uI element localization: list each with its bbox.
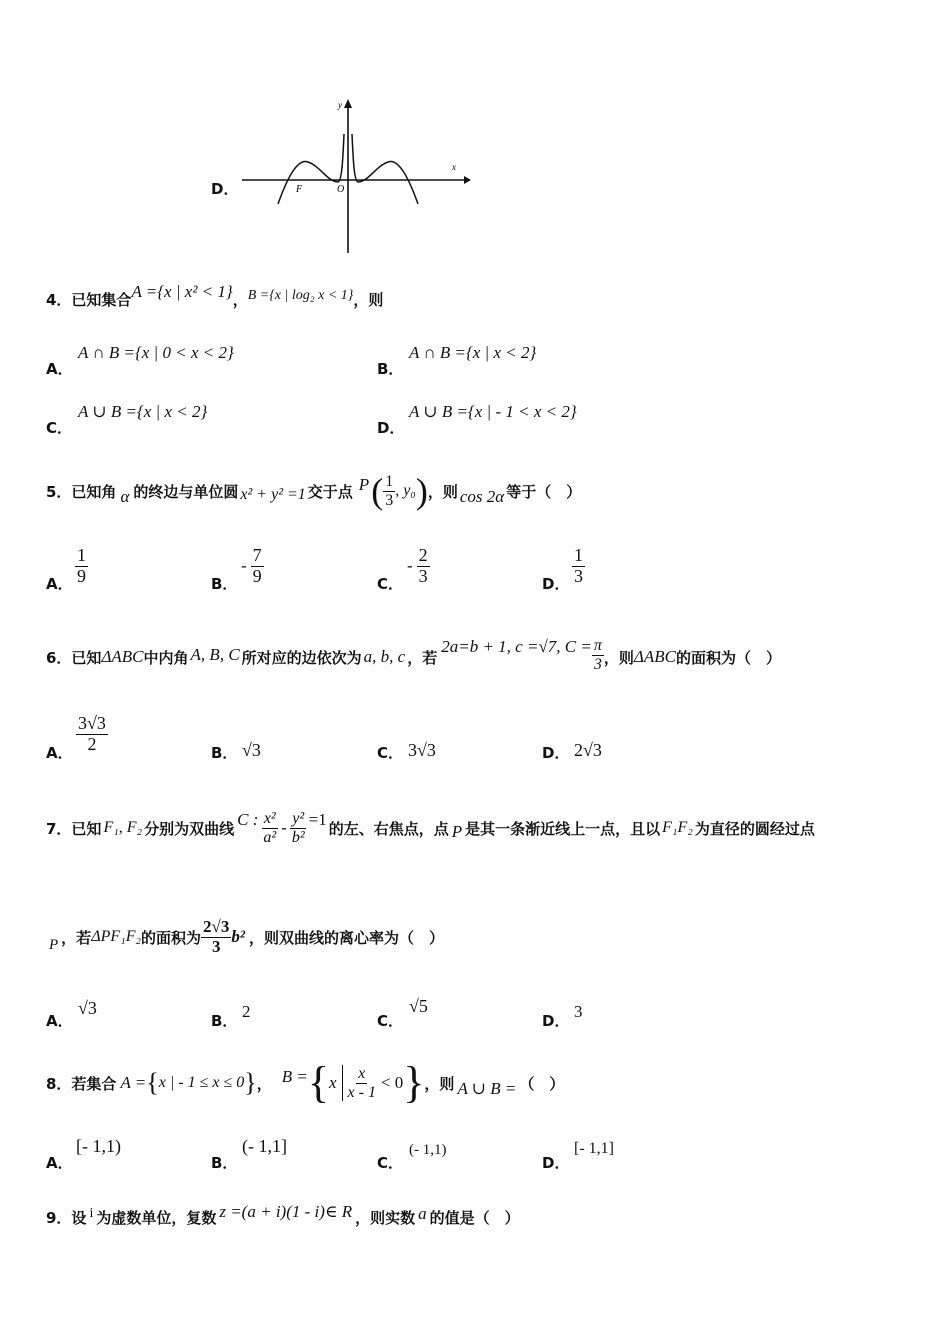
q8-option-c-text: (- 1,1) — [409, 1142, 447, 1158]
q4-set-b: B ={x | log₂ x < 1} — [247, 288, 354, 303]
q5-point-p: P — [358, 475, 370, 494]
q8-comma: ， — [256, 1074, 272, 1093]
q7-minus: - — [281, 818, 287, 837]
q6-option-d-text: 2√3 — [574, 740, 602, 760]
question-7-stem — [46, 800, 815, 856]
q5-text-5: 等于（ ） — [506, 482, 582, 501]
q5-alpha: α — [120, 487, 130, 506]
q7-a2: a² — [263, 828, 277, 846]
q4-suffix: ，则 — [353, 291, 384, 309]
q6-option-a-value — [76, 714, 108, 755]
q7-option-c-label: C． — [377, 1012, 404, 1030]
y-axis-label: y — [338, 100, 342, 110]
q7-text-5: 为直径的圆经过点 — [694, 819, 815, 838]
q5-a-den: 9 — [77, 565, 86, 586]
q7-text-3: 的左、右焦点，点 — [328, 819, 449, 838]
q8-set-b-fraction — [346, 1065, 378, 1101]
q7-line2-point: P — [49, 936, 59, 953]
q5-c-num: 2 — [418, 545, 428, 565]
q9-i: i — [89, 1206, 94, 1221]
q6-pi-den: 3 — [593, 655, 602, 673]
q8-set-b-label: B = — [281, 1067, 308, 1086]
origin-label: O — [337, 184, 345, 195]
q6-option-c-text: 3√3 — [408, 740, 436, 760]
q4-option-b-text: A ∩ B ={x | x < 2} — [409, 343, 537, 362]
q4-option-c-text: A ∪ B ={x | x < 2} — [78, 402, 208, 421]
q4-option-d-text: A ∪ B ={x | - 1 < x < 2} — [409, 402, 577, 421]
q5-option-a-value — [75, 546, 88, 587]
q8-b-num: x — [358, 1064, 366, 1082]
q5-point-fraction — [383, 473, 395, 509]
q5-text-4: ，则 — [427, 482, 458, 501]
q8-option-d-label: D． — [542, 1154, 570, 1172]
q8-brace-left: { — [146, 1068, 159, 1097]
q6-a-num: 3√3 — [78, 713, 106, 733]
q8-text-3: （ ） — [519, 1074, 565, 1093]
q5-a-num: 1 — [77, 545, 86, 565]
q5-circle-eq: x² + y² =1 — [240, 486, 306, 503]
q5-option-d-value — [572, 546, 585, 587]
q5-option-b-sign: - — [241, 556, 247, 576]
q5-frac-den: 3 — [385, 491, 394, 509]
q7-text-4: 是其一条渐近线上一点，且以 — [465, 819, 661, 838]
q7-b2: b² — [291, 828, 305, 846]
q7-area-b2: b² — [231, 927, 245, 946]
q8-divider — [342, 1065, 343, 1101]
q7-option-d-text: 3 — [574, 1002, 583, 1021]
q6-option-a-label: A． — [46, 744, 73, 762]
q6-a-den: 2 — [87, 733, 97, 754]
q3-function-graph — [236, 96, 471, 258]
q7-point-p: P — [451, 822, 463, 841]
q8-text-1: 8．若集合 — [46, 1074, 117, 1093]
q3-option-d-label: D． — [211, 180, 239, 198]
q6-option-a-fraction — [76, 714, 108, 755]
q8-brace-b-left: { — [307, 1058, 329, 1107]
q7-option-c-text: √5 — [409, 996, 428, 1016]
q6-text-4: ，若 — [407, 648, 438, 667]
q6-text-3: 所对应的边依次为 — [241, 648, 362, 667]
q4-option-c-label: C． — [46, 419, 73, 437]
question-7-line-2 — [46, 912, 444, 962]
q6-text-5: ，则 — [603, 648, 634, 667]
q8-brace-b-right: } — [403, 1058, 425, 1107]
question-8-stem — [46, 1056, 564, 1110]
q7-foci: F₁, F₂ — [103, 819, 143, 836]
q7-text-2: 分别为双曲线 — [144, 819, 235, 838]
q7-eq1: =1 — [308, 810, 327, 829]
q7-option-a-text: √3 — [78, 998, 97, 1018]
q6-triangle-2: ΔABC — [633, 647, 676, 666]
q6-text-2: 中内角 — [143, 648, 189, 667]
q7-option-b-label: B． — [211, 1012, 238, 1030]
q5-option-a-fraction — [75, 546, 88, 587]
q7-option-b-text: 2 — [242, 1002, 251, 1021]
q5-option-d-label: D． — [542, 575, 570, 593]
q9-text-4: 的值是（ ） — [429, 1208, 520, 1227]
q6-pi-num: π — [593, 636, 602, 654]
q8-lt-zero: < 0 — [380, 1073, 404, 1092]
q5-frac-num: 1 — [385, 472, 394, 490]
q8-set-a-body: x | - 1 ≤ x ≤ 0 — [158, 1074, 245, 1091]
q5-option-b-fraction — [251, 546, 264, 587]
q5-option-c-sign: - — [407, 556, 413, 576]
q6-option-b-text: √3 — [242, 740, 261, 760]
q5-text-2: 的终边与单位圆 — [133, 482, 239, 501]
q5-option-c-value — [407, 546, 430, 587]
q4-set-a: A ={x | x² < 1} — [131, 282, 233, 301]
q8-union: A ∪ B = — [457, 1079, 517, 1098]
q5-b-den: 9 — [252, 565, 262, 586]
q4-option-a-label: A． — [46, 360, 73, 378]
question-4-stem — [46, 282, 384, 314]
q9-text-3: ，则实数 — [355, 1208, 416, 1227]
q4-option-a-text: A ∩ B ={x | 0 < x < 2} — [78, 343, 234, 362]
q5-option-b-value — [241, 546, 264, 587]
point-f-label: F — [296, 184, 303, 195]
q5-text-3: 交于点 — [307, 482, 353, 501]
q5-option-d-fraction — [572, 546, 585, 587]
q7-area-num: 2√3 — [203, 916, 230, 936]
q4-option-d-label: D． — [377, 419, 405, 437]
q7-option-d-label: D． — [542, 1012, 570, 1030]
q4-prefix: 4．已知集合 — [46, 291, 132, 309]
q5-option-a-label: A． — [46, 575, 73, 593]
q5-option-c-label: C． — [377, 575, 404, 593]
q7-line2-triangle: ΔPF₁F₂ — [91, 928, 142, 945]
q4-option-b-label: B． — [377, 360, 404, 378]
q5-y0: , y₀ — [395, 482, 416, 499]
q9-text-2: 为虚数单位，复数 — [96, 1208, 217, 1227]
q8-option-d-text: [- 1,1] — [574, 1140, 614, 1157]
q6-angles: A, B, C — [190, 645, 240, 664]
q6-triangle: ΔABC — [101, 647, 144, 666]
q6-condition: 2a=b + 1, c =√7, C = — [441, 637, 592, 656]
q7-c-label: C : — [237, 810, 259, 829]
q6-text-6: 的面积为（ ） — [675, 648, 781, 667]
q8-set-b-x: x — [328, 1073, 337, 1092]
q8-option-b-text: (- 1,1] — [242, 1136, 287, 1156]
q5-paren-left: ( — [371, 471, 384, 511]
q7-option-a-label: A． — [46, 1012, 73, 1030]
q7-line2-text-3: ，则双曲线的离心率为（ ） — [249, 928, 445, 947]
q8-option-c-label: C． — [377, 1154, 404, 1172]
q7-y2: y² — [292, 809, 305, 827]
q7-segment: F₁F₂ — [662, 819, 693, 836]
q5-text-1: 5．已知角 — [46, 482, 117, 501]
q7-line2-text-2: 的面积为 — [141, 928, 202, 947]
q7-x2: x² — [263, 809, 276, 827]
q5-option-b-label: B． — [211, 575, 238, 593]
question-5-stem — [46, 466, 581, 516]
q7-area-fraction — [201, 918, 231, 956]
q6-sides: a, b, c — [363, 647, 406, 666]
q9-text-1: 9．设 — [46, 1208, 87, 1227]
q5-option-c-fraction — [417, 546, 430, 587]
q8-option-a-text: [- 1,1) — [76, 1136, 121, 1156]
x-axis-label: x — [452, 162, 456, 172]
q7-y-fraction — [290, 810, 307, 846]
q6-option-d-label: D． — [542, 744, 570, 762]
q9-a: a — [418, 1204, 427, 1223]
q5-d-den: 3 — [574, 565, 583, 586]
q5-b-num: 7 — [252, 545, 262, 565]
q4-comma: ， — [232, 291, 248, 309]
q8-b-den: x - 1 — [347, 1083, 376, 1101]
question-6-stem — [46, 634, 781, 680]
q5-c-den: 3 — [418, 565, 428, 586]
q8-set-a-label: A = — [120, 1073, 147, 1092]
q6-option-c-label: C． — [377, 744, 404, 762]
q8-option-b-label: B． — [211, 1154, 238, 1172]
question-9-stem — [46, 1200, 520, 1234]
q5-d-num: 1 — [574, 545, 583, 565]
q6-pi-fraction — [592, 637, 604, 673]
q5-paren-right: ) — [415, 471, 428, 511]
q6-text-1: 6．已知 — [46, 648, 102, 667]
q7-area-den: 3 — [211, 936, 221, 956]
q8-option-a-label: A． — [46, 1154, 73, 1172]
q5-cos: cos 2α — [459, 487, 505, 506]
q6-option-b-label: B． — [211, 744, 238, 762]
q8-brace-right: } — [244, 1068, 257, 1097]
q7-text-1: 7．已知 — [46, 819, 102, 838]
q7-line2-text-1: ，若 — [61, 928, 92, 947]
q9-complex-eq: z =(a + i)(1 - i)∈ R — [219, 1202, 353, 1221]
q7-x-fraction — [261, 810, 278, 846]
q8-text-2: ，则 — [424, 1074, 455, 1093]
